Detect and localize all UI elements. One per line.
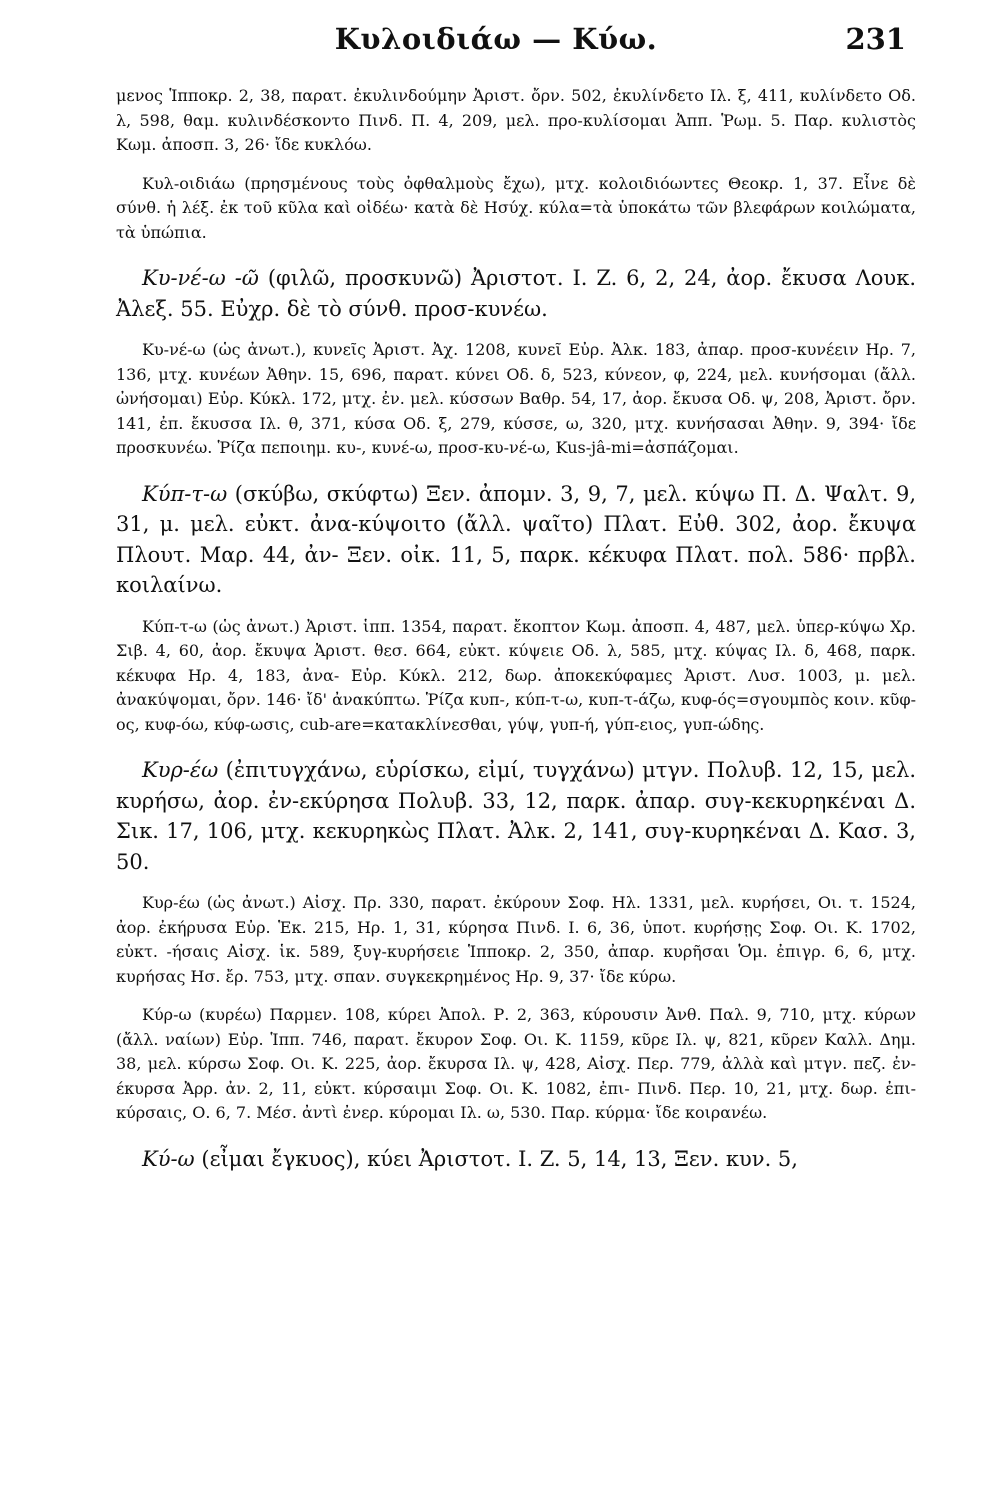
entry-text: (φιλῶ, προσκυνῶ) Ἀριστοτ. I. Z. 6, 2, 24, ἀορ. ἔκυσα Λουκ. Ἀλεξ. 55. Εὐχρ. δὲ τὸ σύνθ. προσ-κυνέω. <box>116 266 916 321</box>
entry-text: (σκύβω, σκύφτω) Ξεν. ἀπομν. 3, 9, 7, μελ. κύψω Π. Δ. Ψαλτ. 9, 31, μ. μελ. εὐκτ. ἀνα-κύψοιτο (ἄλλ. ψαῖτο) Πλατ. Εὐθ. 302, ἀορ. ἔκυψα Πλουτ. Μαρ. 44, ἀν- Ξεν. οἰκ. 11, 5, παρκ. κέκυφα Πλατ. πολ. 586· πρβλ. κοιλαίνω. <box>116 481 916 597</box>
entry-kyo <box>116 1144 916 1175</box>
entry-kyloidiao <box>116 172 916 246</box>
entry-text: Κυρ-έω (ὡς ἀνωτ.) Αἰσχ. Πρ. 330, παρατ. ἐκύρουν Σοφ. Ηλ. 1331, μελ. κυρήσει, Οι. τ. 1524, ἀορ. ἐκήρυσα Εὐρ. Ἑκ. 215, Ηρ. 1, 31, κύρησα Πινδ. I. 6, 36, ὑποτ. κυρήσῃς Σοφ. Οι. Κ. 1702, εὐκτ. -ήσαις Αἰσχ. ἱκ. 589, ξυγ-κυρήσειε Ἱπποκρ. 2, 350, ἀπαρ. κυρῆσαι Ὁμ. ἐπιγρ. 6, 6, μτχ. κυρήσας Ησ. ἔρ. 753, μτχ. σπαν. συγκεκρημένος Ηρ. 9, 37· ἴδε κύρω. <box>116 893 916 986</box>
entry-lemma: Κύ-ω <box>142 1146 195 1171</box>
entry-kypto-forms <box>116 615 916 738</box>
entry-kyneo-forms <box>116 338 916 461</box>
entry-continuation <box>116 84 916 158</box>
page-body <box>116 84 916 1174</box>
entry-text: (ἐπιτυγχάνω, εὑρίσκω, εἰμί, τυγχάνω) μτγν. Πολυβ. 12, 15, μελ. κυρήσω, ἀορ. ἐν-εκύρησα Πολυβ. 33, 12, παρκ. ἀπαρ. συγ-κεκυρηκέναι Δ. Σικ. 17, 106, μτχ. κεκυρηκὼς Πλατ. Ἀλκ. 2, 141, συγ-κυρηκέναι Δ. Κασ. 3, 50. <box>116 758 916 874</box>
entry-text: Κύπ-τ-ω (ὡς ἀνωτ.) Ἀριστ. ἱππ. 1354, παρατ. ἔκοπτον Κωμ. ἀποσπ. 4, 487, μελ. ὑπερ-κύψω Χρ. Σιβ. 4, 60, ἀορ. ἔκυψα Ἀριστ. θεσ. 664, εὐκτ. κύψειε Οδ. λ, 585, μτχ. κύψας Ιλ. δ, 468, παρκ. κέκυφα Ηρ. 4, 183, ἀνα- Εὐρ. Κύκλ. 212, δωρ. ἀποκεκύφαμες Ἀριστ. Λυσ. 1003, μ. μελ. ἀνακύψομαι, ὄρν. 146· ἴδ' ἀνακύπτω. Ῥίζα κυπ-, κύπ-τ-ω, κυπ-τ-άζω, κυφ-ός=σγουμπὸς κοιν. κῦφ-ος, κυφ-όω, κύφ-ωσις, cub-are=κατακλίνεσθαι, γύψ, γυπ-ή, γύπ-ειος, γυπ-ώδης. <box>116 616 916 734</box>
entry-text: (εἶμαι ἔγκυος), κύει Ἀριστοτ. I. Z. 5, 14, 13, Ξεν. κυν. 5, <box>201 1146 798 1171</box>
running-head: Κυλοιδιάω — Κύω. <box>334 22 658 56</box>
page-number: 231 <box>845 22 906 56</box>
entry-text: Κυ-νέ-ω (ὡς ἀνωτ.), κυνεῖς Ἀριστ. Ἀχ. 1208, κυνεῖ Εὐρ. Ἀλκ. 183, ἀπαρ. προσ-κυνέειν Ηρ. 7, 136, μτχ. κυνέων Ἀθην. 15, 696, παρατ. κύνει Οδ. δ, 523, κύνεον, φ, 224, μελ. κυνήσομαι (ἄλλ. ὠνήσομαι) Εὐρ. Κύκλ. 172, μτχ. ἐν. μελ. κύσσων Βαθρ. 54, 17, ἀορ. ἔκυσα Οδ. ψ, 208, Ἀριστ. ὄρν. 141, ἐπ. ἔκυσσα Ιλ. θ, 371, κύσα Οδ. ξ, 279, κύσσε, ω, 320, μτχ. κυνήσασαι Ἀθην. 9, 394· ἴδε προσκυνέω. Ῥίζα πεποιημ. κυ-, κυνέ-ω, προσ-κυ-νέ-ω, Kus-jâ-mi=ἀσπάζομαι. <box>116 340 916 457</box>
entry-lemma: Κυ-νέ-ω -ῶ <box>142 266 259 290</box>
entry-kypto <box>116 479 916 601</box>
entry-text: Κύρ-ω (κυρέω) Παρμεν. 108, κύρει Ἀπολ. Ρ. 2, 363, κύρουσιν Ἀνθ. Παλ. 9, 710, μτχ. κύρων (ἄλλ. ναίων) Εὐρ. Ἱππ. 746, παρατ. ἔκυρον Σοφ. Οι. Κ. 1159, κῦρε Ιλ. ψ, 821, κῦρεν Καλλ. Δημ. 38, μελ. κύρσω Σοφ. Οι. Κ. 225, ἀορ. ἔκυρσα Ιλ. ψ, 428, Αἰσχ. Περ. 779, ἀλλὰ καὶ μτγν. πεζ. ἐν-έκυρσα Ἀρρ. ἀν. 2, 11, εὐκτ. κύρσαιμι Σοφ. Οι. Κ. 1082, ἐπι- Πινδ. Περ. 10, 21, μτχ. δωρ. ἐπι-κύρσαις, Ο. 6, 7. Μέσ. ἀντὶ ἐνερ. κύρομαι Ιλ. ω, 530. Παρ. κύρμα· ἴδε κοιρανέω. <box>116 1005 916 1122</box>
entry-kyro <box>116 1003 916 1126</box>
entry-kyreo-forms <box>116 891 916 989</box>
entry-kyreo <box>116 755 916 877</box>
entry-text: Κυλ-οιδιάω (πρησμένους τοὺς ὀφθαλμοὺς ἔχω), μτχ. κολοιδιόωντες Θεοκρ. 1, 37. Εἶνε δὲ σύνθ. ἡ λέξ. ἐκ τοῦ κῦλα καὶ οἰδέω· κατὰ δὲ Ησύχ. κύλα=τὰ ὑποκάτω τῶν βλεφάρων κοιλώματα, τὰ ὑπώπια. <box>116 173 916 242</box>
entry-kyneo <box>116 263 916 324</box>
entry-lemma: Κύπ-τ-ω <box>142 481 228 506</box>
entry-text: μενος Ἱπποκρ. 2, 38, παρατ. ἐκυλινδούμην Ἀριστ. ὄρν. 502, ἐκυλίνδετο Ιλ. ξ, 411, κυλίνδετο Οδ. λ, 598, θαμ. κυλινδέσκοντο Πινδ. Π. 4, 209, μελ. προ-κυλίσομαι Ἀππ. Ῥωμ. 5. Παρ. κυλιστὸς Κωμ. ἀποσπ. 3, 26· ἴδε κυκλόω. <box>116 86 916 154</box>
entry-lemma: Κυρ-έω <box>142 758 219 782</box>
page-header <box>0 22 992 72</box>
